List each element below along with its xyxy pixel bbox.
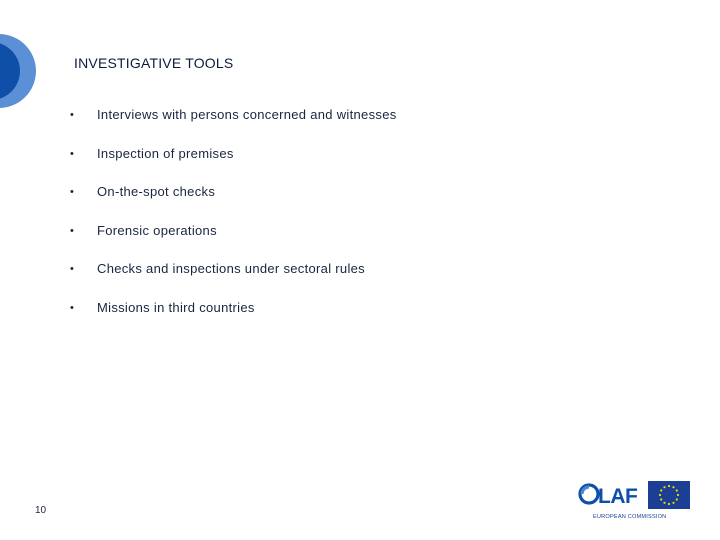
- slide-title: INVESTIGATIVE TOOLS: [74, 55, 234, 71]
- bullet-text: Checks and inspections under sectoral rules: [97, 261, 365, 276]
- corner-decoration: [0, 34, 36, 108]
- bullet-text: Missions in third countries: [97, 299, 255, 315]
- list-item: [70, 298, 397, 337]
- bullet-list: [70, 105, 397, 336]
- bullet-icon: •: [70, 147, 75, 160]
- logo-subtitle: EUROPEAN COMMISSION: [593, 514, 667, 520]
- bullet-text: Inspection of premises: [97, 145, 234, 161]
- list-item: [70, 259, 397, 298]
- list-item: [70, 144, 397, 183]
- bullet-icon: •: [70, 224, 75, 237]
- list-item: [70, 221, 397, 260]
- corner-decoration-inner: [0, 42, 20, 100]
- page-number: 10: [35, 505, 47, 516]
- bullet-icon: •: [70, 186, 75, 198]
- list-item: [70, 182, 397, 221]
- bullet-text: Forensic operations: [97, 222, 217, 238]
- bullet-icon: •: [70, 263, 75, 275]
- logo-o-accent: [582, 487, 589, 494]
- olaf-logo: [578, 478, 692, 522]
- bullet-text: On-the-spot checks: [97, 184, 216, 199]
- bullet-icon: •: [70, 109, 75, 121]
- list-item: [70, 105, 397, 144]
- bullet-text: Interviews with persons concerned and witnesses: [97, 107, 397, 122]
- bullet-icon: •: [70, 301, 75, 314]
- logo-wordmark: LAF: [598, 485, 638, 508]
